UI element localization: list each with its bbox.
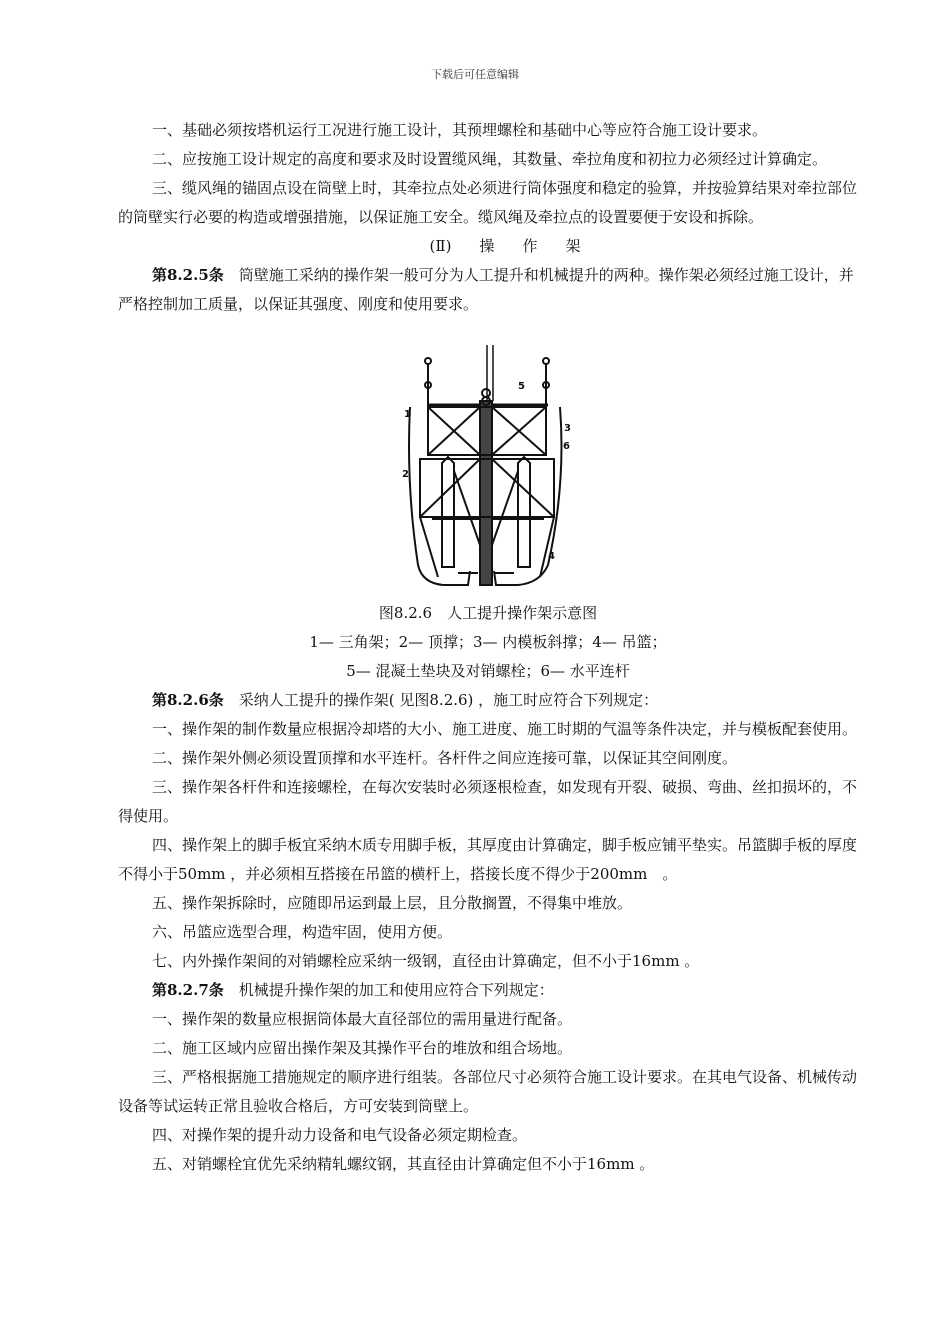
diagram-label: 2 <box>402 469 409 480</box>
list-item: 五、对销螺栓宜优先采纳精轧螺纹钢，其直径由计算确定但不小于16mm 。 <box>152 1155 655 1173</box>
article-label: 第8.2.6条 <box>152 691 224 709</box>
article-8-2-5 <box>118 261 858 319</box>
paragraph: 三、缆风绳的锚固点设在筒壁上时，其牵拉点处必须进行筒体强度和稳定的验算，并按验算结果对牵拉部位的筒壁实行必要的构造或增强措施，以保证施工安全。缆风绳及牵拉点的设置要便于安设和拆除。 <box>118 179 858 226</box>
article-text: 筒壁施工采纳的操作架一般可分为人工提升和机械提升的两种。操作架必须经过施工设计，并严格控制加工质量，以保证其强度、刚度和使用要求。 <box>118 266 854 313</box>
paragraph: 二、应按施工设计规定的高度和要求及时设置缆风绳，其数量、牵拉角度和初拉力必须经过计算确定。 <box>152 150 828 168</box>
diagram-label: 4 <box>548 551 555 562</box>
list-item: 五、操作架拆除时，应随即吊运到最上层，且分散搁置，不得集中堆放。 <box>152 894 633 912</box>
section-number: (Ⅱ) <box>429 237 452 255</box>
section-char: 操 <box>479 237 495 255</box>
list-item: 三、严格根据施工措施规定的顺序进行组装。各部位尺寸必须符合施工设计要求。在其电气设备、机械传动设备等试运转正常且验收合格后，方可安装到筒壁上。 <box>118 1068 858 1115</box>
figure-container <box>118 323 858 599</box>
article-8-2-7 <box>118 976 858 1005</box>
section-char: 作 <box>522 237 538 255</box>
list-item: 一、操作架的制作数量应根据冷却塔的大小、施工进度、施工时期的气温等条件决定，并与模板配套使用。 <box>152 720 858 738</box>
section-title <box>118 232 858 261</box>
article-label: 第8.2.5条 <box>152 266 224 284</box>
diagram-label: 6 <box>563 441 570 452</box>
article-label: 第8.2.7条 <box>152 981 224 999</box>
figure-legend: 1— 三角架；2— 顶撑；3— 内模板斜撑；4— 吊篮； <box>309 633 667 651</box>
diagram-label: 3 <box>564 423 571 434</box>
article-8-2-6 <box>118 686 858 715</box>
list-item: 七、内外操作架间的对销螺栓应采纳一级钢，直径由计算确定，但不小于16mm 。 <box>152 952 700 970</box>
article-text: 机械提升操作架的加工和使用应符合下列规定： <box>223 981 554 999</box>
list-item: 一、操作架的数量应根据筒体最大直径部位的需用量进行配备。 <box>152 1010 573 1028</box>
paragraph: 一、基础必须按塔机运行工况进行施工设计，其预埋螺栓和基础中心等应符合施工设计要求。 <box>152 121 768 139</box>
list-item: 六、吊篮应选型合理，构造牢固，使用方便。 <box>152 923 453 941</box>
operating-frame-diagram <box>398 345 578 595</box>
figure-legend: 5— 混凝土垫块及对销螺栓；6— 水平连杆 <box>346 662 630 680</box>
page-header: 下载后可任意编辑 <box>431 68 519 81</box>
figure-caption: 图8.2.6 人工提升操作架示意图 <box>378 604 598 622</box>
section-char: 架 <box>565 237 581 255</box>
list-item: 二、施工区域内应留出操作架及其操作平台的堆放和组合场地。 <box>152 1039 573 1057</box>
diagram-label: 5 <box>518 381 525 392</box>
list-item: 三、操作架各杆件和连接螺栓，在每次安装时必须逐根检查，如发现有开裂、破损、弯曲、丝扣损坏的，不得使用。 <box>118 778 858 825</box>
document-body <box>118 116 858 1179</box>
article-text: 采纳人工提升的操作架( 见图8.2.6) ，施工时应符合下列规定： <box>223 691 659 709</box>
list-item: 四、对操作架的提升动力设备和电气设备必须定期检查。 <box>152 1126 528 1144</box>
diagram-label: 1 <box>404 409 411 420</box>
list-item: 二、操作架外侧必须设置顶撑和水平连杆。各杆件之间应连接可靠，以保证其空间刚度。 <box>152 749 738 767</box>
list-item: 四、操作架上的脚手板宜采纳木质专用脚手板，其厚度由计算确定，脚手板应铺平垫实。吊篮脚手板的厚度不得小于50mm ，并必须相互搭接在吊篮的横杆上，搭接长度不得少于200mm 。 <box>118 836 858 883</box>
